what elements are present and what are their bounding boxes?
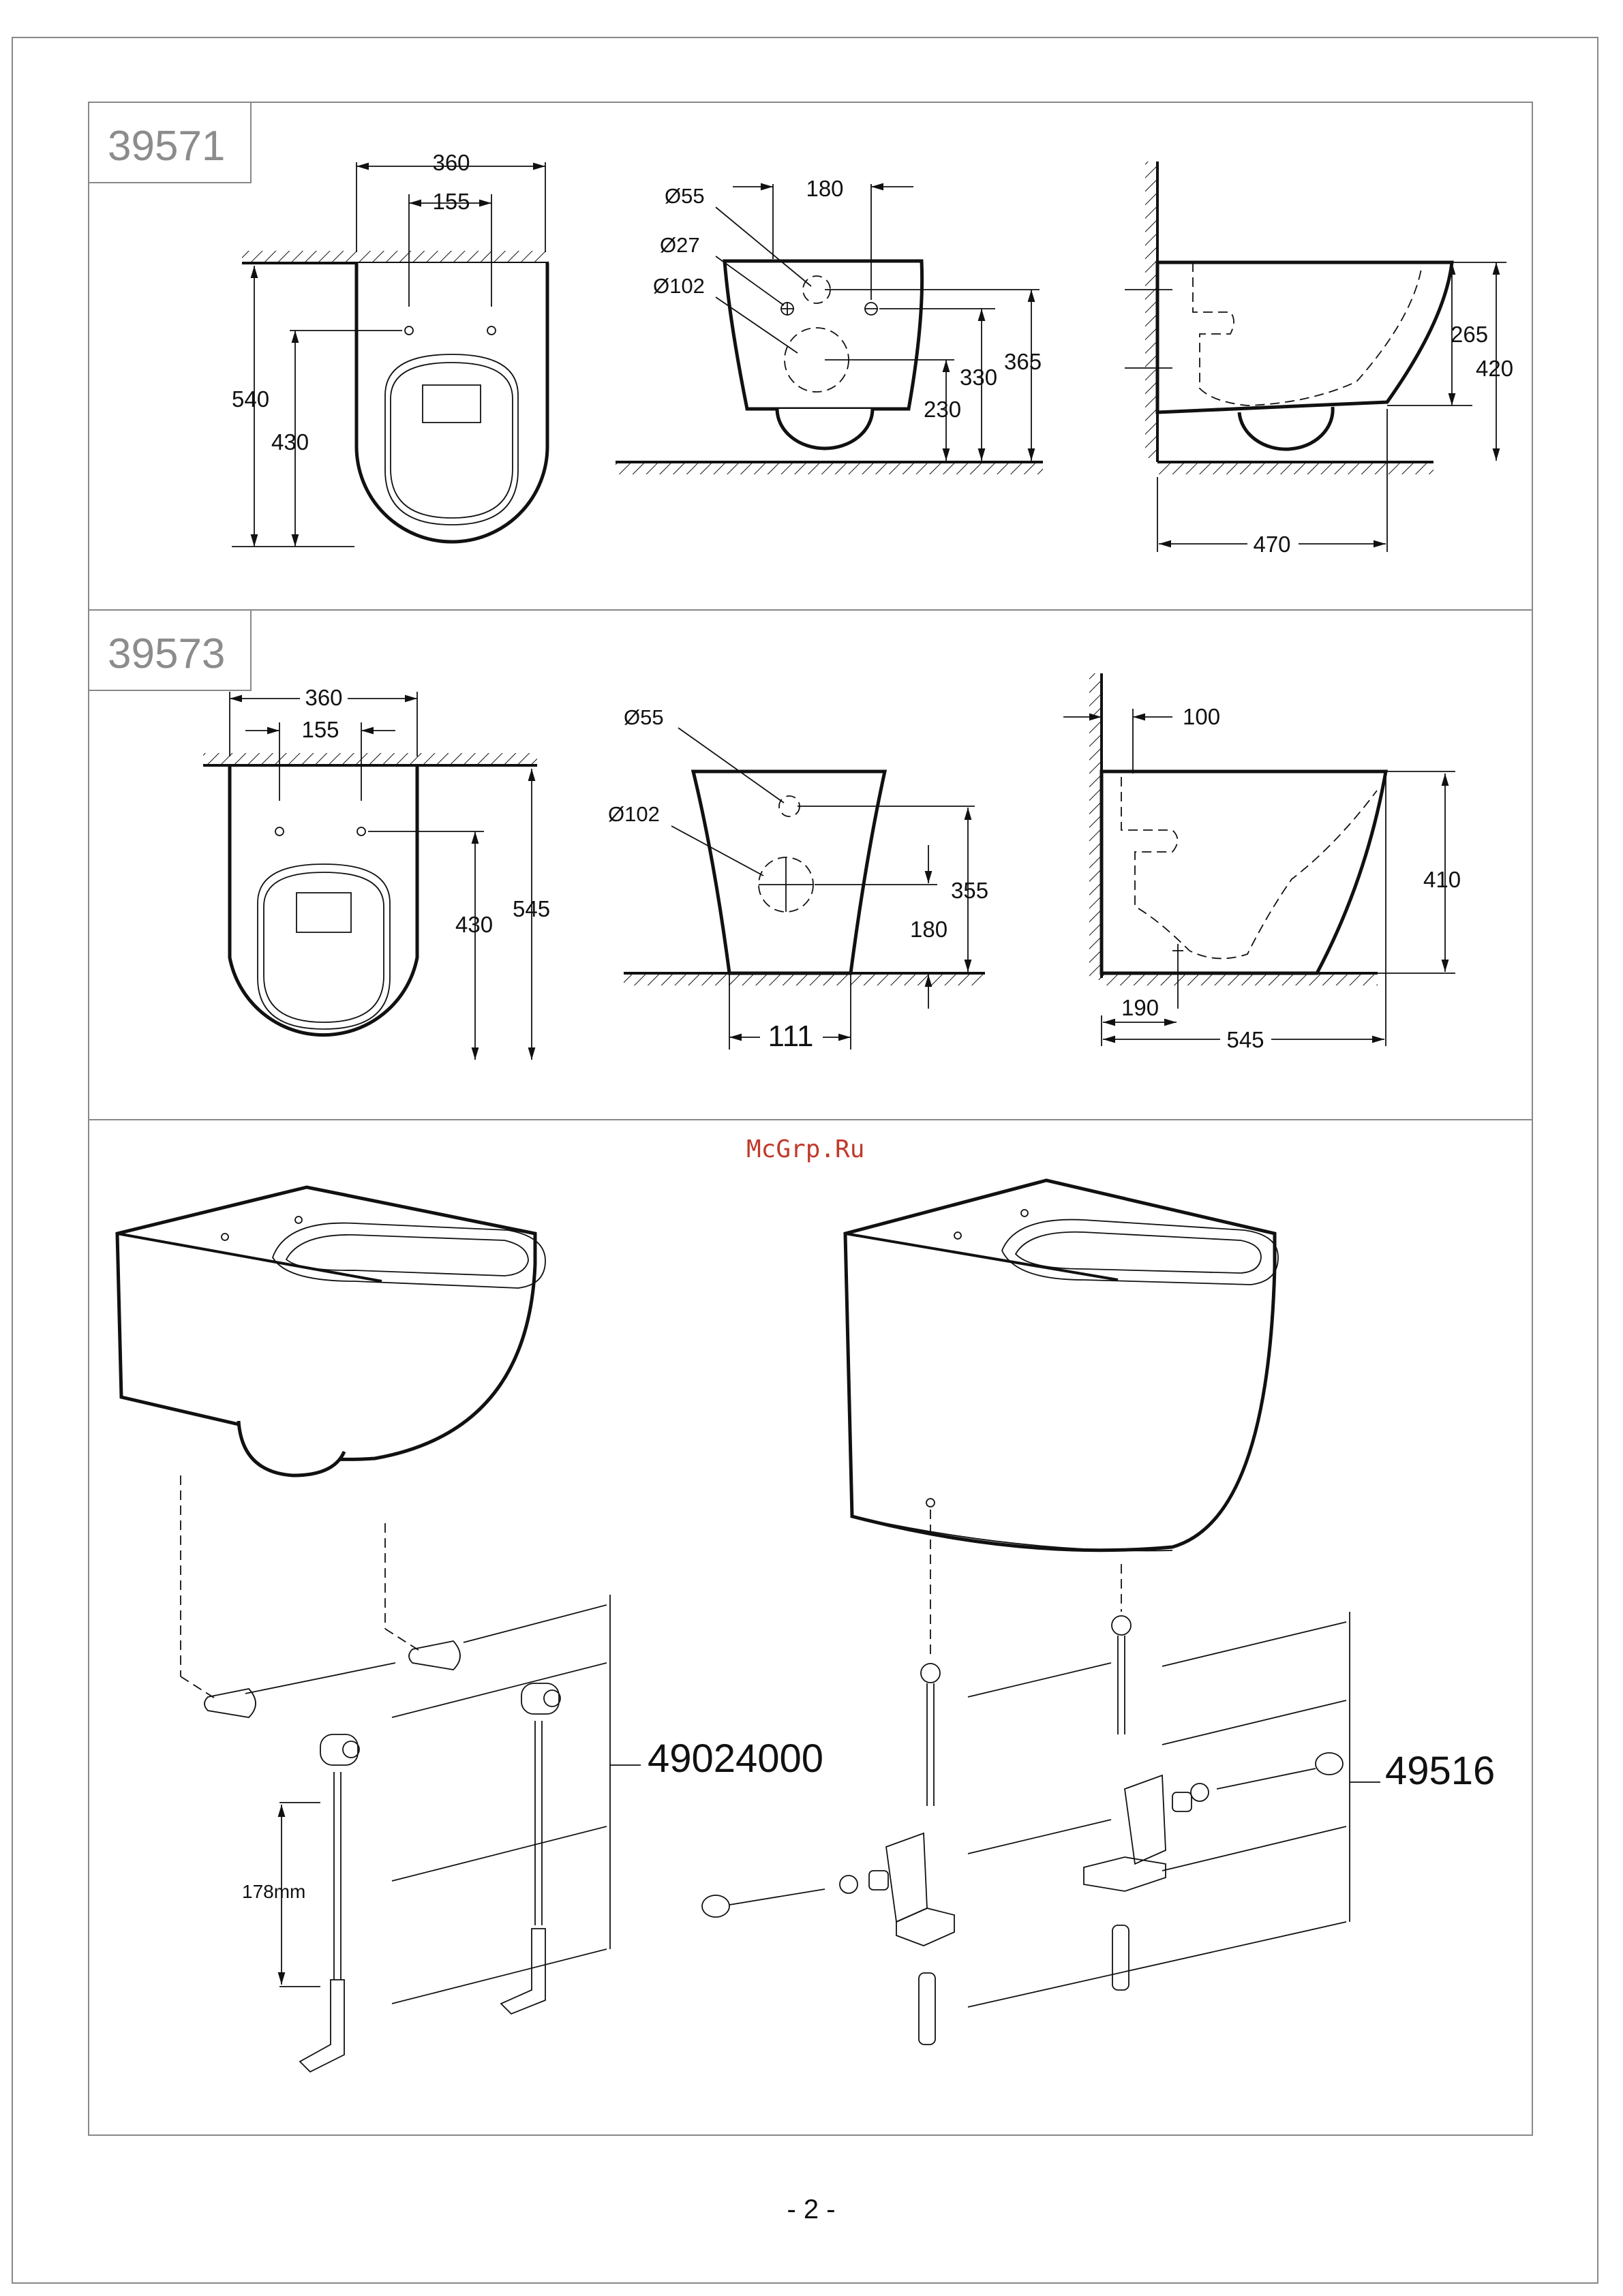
profile-outline — [1102, 771, 1386, 973]
front-view-39573 — [203, 685, 550, 1060]
dim-width: 360 — [305, 685, 343, 710]
dim-h180: 180 — [910, 917, 948, 942]
dim-height-total: 545 — [513, 896, 551, 921]
mounting-kit-49024000 — [181, 1475, 823, 2072]
bracket-2 — [501, 1683, 560, 2014]
rear-view-39573 — [608, 705, 988, 1053]
section-39571 — [89, 102, 1513, 557]
dim-gap: 100 — [1183, 704, 1221, 729]
section-mounting — [117, 1135, 1495, 2072]
right-fixing — [1084, 1616, 1343, 1990]
profile-view-39571 — [1125, 162, 1513, 557]
dim-h365: 365 — [1004, 349, 1042, 374]
wall-hung-wc-illustration — [117, 1187, 545, 1475]
dim-d55: Ø55 — [665, 184, 705, 208]
kit-number-right: 49516 — [1385, 1749, 1496, 1793]
floor-standing-wc-illustration — [845, 1180, 1278, 1550]
dim-h330: 330 — [960, 365, 998, 390]
dim-h355: 355 — [951, 878, 989, 903]
dim-h410: 410 — [1423, 867, 1461, 892]
watermark: McGrp.Ru — [746, 1135, 865, 1163]
pan-rear-outline — [693, 771, 885, 973]
dim-d102: Ø102 — [653, 274, 705, 298]
outlet-bulge — [777, 409, 873, 448]
dim-d27: Ø27 — [660, 233, 700, 257]
dim-width: 360 — [432, 150, 470, 175]
model-number: 39573 — [108, 630, 226, 677]
rear-view-39571 — [616, 176, 1043, 474]
bracket-1 — [300, 1734, 359, 2072]
dim-d102: Ø102 — [608, 802, 660, 826]
wall-hatch — [242, 251, 549, 263]
profile-view-39573 — [1063, 673, 1461, 1052]
model-number: 39571 — [108, 123, 226, 170]
dim-depth: 545 — [1226, 1027, 1264, 1052]
dim-spacing: 180 — [806, 176, 844, 201]
dim-height-holes: 430 — [455, 912, 494, 937]
section-39573 — [89, 610, 1461, 1060]
kit-number-left: 49024000 — [648, 1736, 824, 1781]
dim-holes-spacing: 155 — [301, 717, 339, 742]
front-view-39571 — [232, 150, 549, 547]
page-number: - 2 - — [787, 2194, 836, 2224]
rod-length: 178mm — [242, 1881, 306, 1902]
left-fixing — [702, 1664, 954, 2045]
dim-h420: 420 — [1476, 356, 1514, 381]
dim-d55: Ø55 — [624, 705, 664, 729]
dim-h265: 265 — [1451, 322, 1489, 347]
dim-base: 111 — [768, 1020, 814, 1053]
dim-height-total: 540 — [232, 386, 270, 412]
dim-holes-spacing: 155 — [432, 189, 470, 214]
dim-d190: 190 — [1121, 995, 1159, 1020]
dim-h230: 230 — [924, 397, 962, 422]
floor-hatch — [616, 462, 1043, 474]
dim-height-holes: 430 — [271, 429, 309, 455]
dim-depth: 470 — [1253, 532, 1291, 557]
